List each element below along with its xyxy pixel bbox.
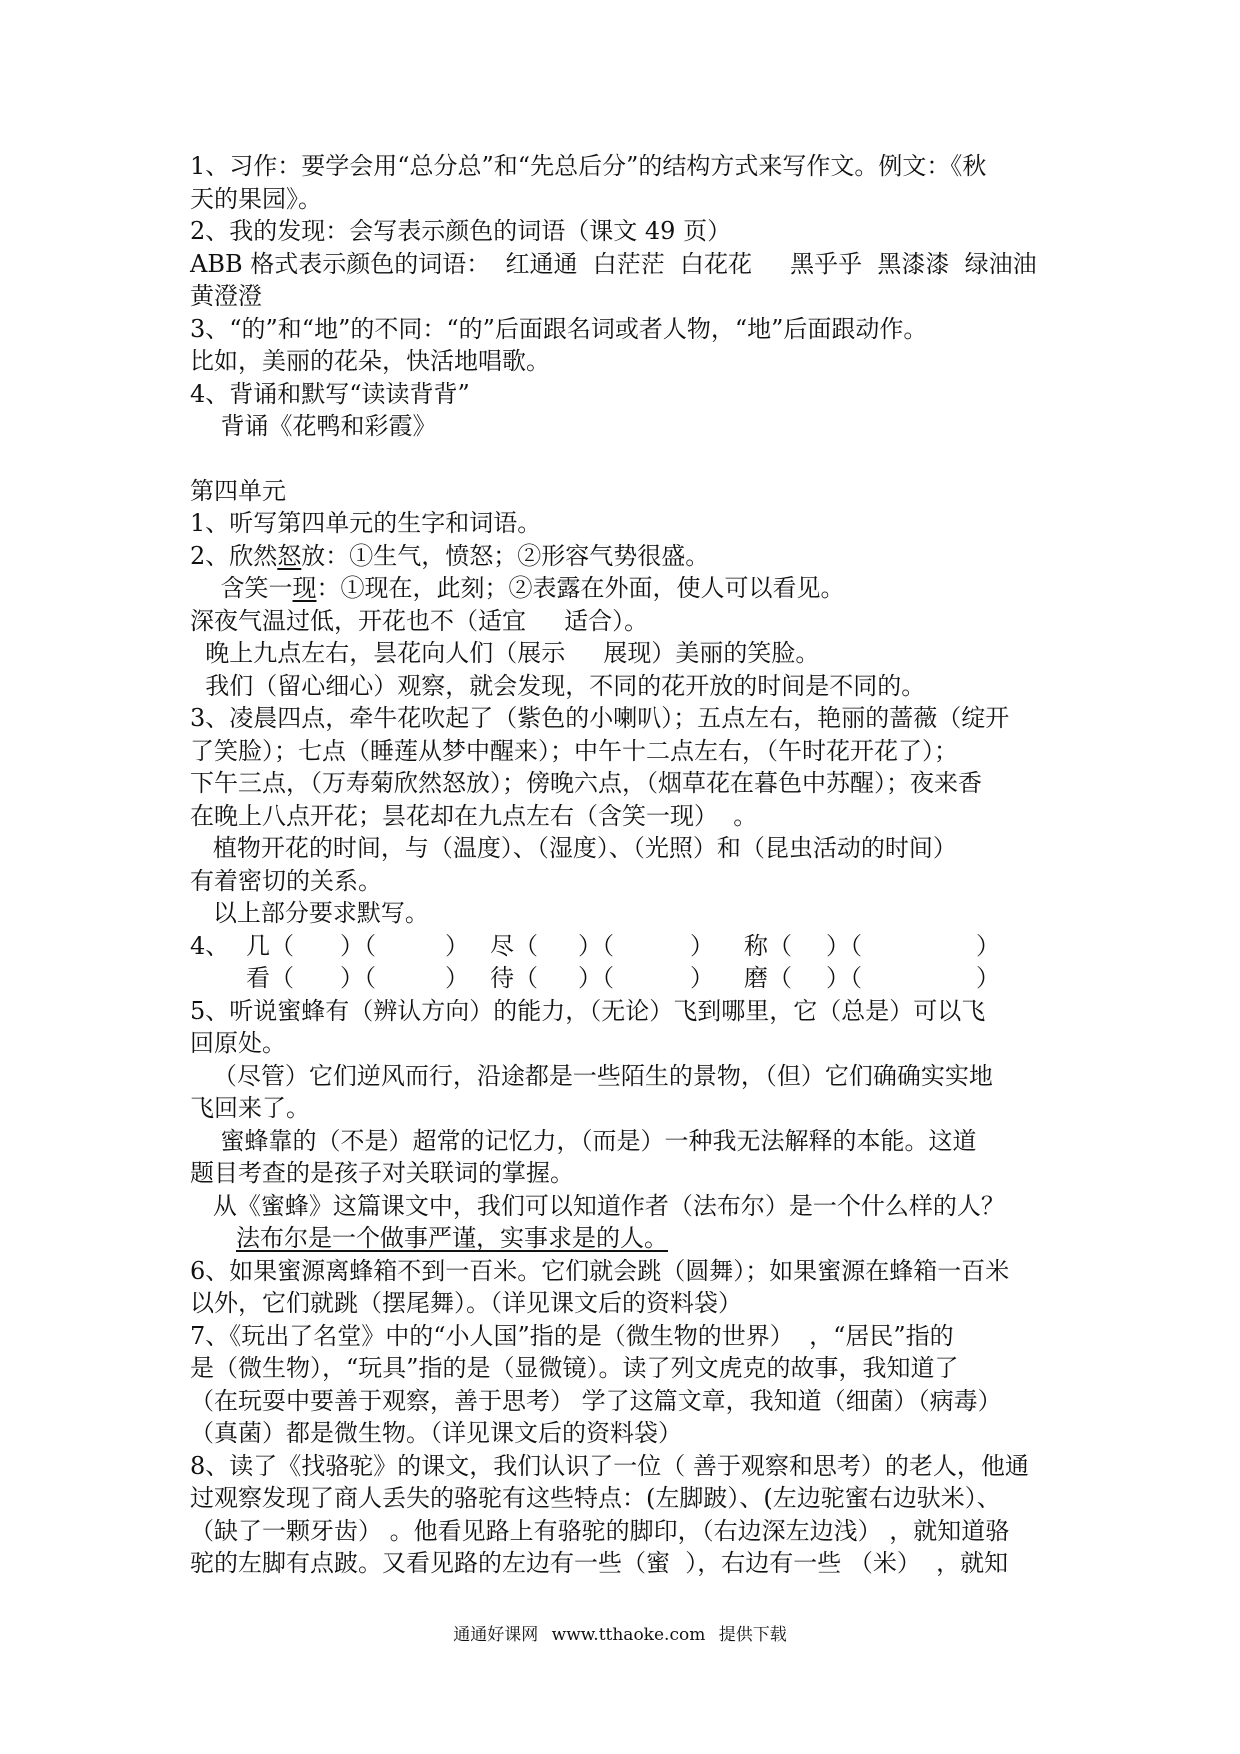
blank-paren: ）（ <box>340 964 376 992</box>
blank-paren: ）（ <box>578 964 614 992</box>
blank-paren: ） <box>976 931 1000 960</box>
blank-char: 称（ <box>744 931 792 960</box>
blank-paren: ）（ <box>826 931 862 960</box>
section-title: 第四单元 <box>190 476 286 505</box>
text-line: （在玩耍中要善于观察，善于思考） 学了这篇文章，我知道（细菌）（病毒） <box>190 1386 1002 1415</box>
underlined-char: 怒 <box>277 541 302 570</box>
item-number <box>190 962 246 995</box>
section-gap <box>190 443 1070 475</box>
text-line <box>190 572 1070 605</box>
text-line: 题目考查的是孩子对关联词的掌握。 <box>190 1159 574 1187</box>
text-segment: 放：①生气，愤怒；②形容气势很盛。 <box>301 541 710 570</box>
text-line: 深夜气温过低，开花也不（适宜 适合）。 <box>190 606 649 635</box>
text-line: 7、《玩出了名堂》中的“小人国”指的是（微生物的世界） ，“居民”指的 <box>190 1321 954 1350</box>
document-body <box>190 150 1070 1580</box>
fill-blank-row <box>190 930 1070 963</box>
text-line: 飞回来了。 <box>190 1094 310 1122</box>
text-line: 3、“的”和“地”的不同：“的”后面跟名词或者人物，“地”后面跟动作。 <box>190 314 928 343</box>
blank-paren: ） <box>445 931 469 960</box>
text-line: 下午三点，（万寿菊欣然怒放）；傍晚六点，（烟草花在暮色中苏醒）；夜来香 <box>190 769 982 797</box>
footer-site-name: 通通好课网 <box>453 1625 539 1645</box>
blank-char: 尽（ <box>490 931 538 960</box>
page-footer <box>0 1620 1240 1645</box>
text-line: 天的果园》。 <box>190 184 322 213</box>
text-line: 是（微生物），“玩具”指的是（显微镜）。读了列文虎克的故事，我知道了 <box>190 1354 959 1382</box>
text-line: 1、习作：要学会用“总分总”和“先总后分”的结构方式来写作文。例文：《秋 <box>190 152 987 180</box>
text-line <box>190 1222 1070 1255</box>
text-line <box>190 540 1070 573</box>
text-line: 8、读了《找骆驼》的课文，我们认识了一位（ 善于观察和思考）的老人，他通 <box>190 1451 1029 1480</box>
blank-paren: ）（ <box>578 931 614 960</box>
blank-paren: ）（ <box>340 931 376 960</box>
blank-char: 待（ <box>490 964 538 992</box>
text-line: 以上部分要求默写。 <box>190 899 429 927</box>
underlined-answer: 法布尔是一个做事严谨，实事求是的人。 <box>236 1224 668 1252</box>
text-segment: 含笑一 <box>190 574 293 602</box>
blank-paren: ） <box>445 964 469 992</box>
text-line: 从《蜜蜂》这篇课文中，我们可以知道作者（法布尔）是一个什么样的人？ <box>190 1191 1005 1220</box>
text-line: 驼的左脚有点跛。又看见路的左边有一些（蜜 ），右边有一些 （米） ，就知 <box>190 1549 1009 1577</box>
text-line: （缺了一颗牙齿） 。他看见路上有骆驼的脚印，（右边深左边浅） ，就知道骆 <box>190 1516 1010 1545</box>
text-line: 4、背诵和默写“读读背背” <box>190 379 470 408</box>
text-line: 有着密切的关系。 <box>190 866 382 895</box>
text-line: 过观察发现了商人丢失的骆驼有这些特点：(左脚跛）、(左边驼蜜右边驮米）、 <box>190 1484 1001 1512</box>
text-line: 比如，美丽的花朵，快活地唱歌。 <box>190 347 550 375</box>
text-line: 背诵《花鸭和彩霞》 <box>190 412 437 440</box>
text-line: 晚上九点左右，昙花向人们（展示 展现）美丽的笑脸。 <box>190 639 820 667</box>
text-line: 在晚上八点开花；昙花却在九点左右（含笑一现） 。 <box>190 801 758 830</box>
text-segment: ：①现在，此刻；②表露在外面，使人可以看见。 <box>316 574 845 602</box>
text-line: 2、我的发现：会写表示颜色的词语（课文 49 页） <box>190 217 732 245</box>
text-line: 黄澄澄 <box>190 282 262 310</box>
fill-blank-row <box>190 962 1070 995</box>
footer-note: 提供下载 <box>718 1625 787 1645</box>
item-number: 4、 <box>190 931 230 960</box>
text-line: 5、听说蜜蜂有（辨认方向）的能力，（无论）飞到哪里，它（总是）可以飞 <box>190 996 986 1025</box>
text-line: ABB 格式表示颜色的词语： 红通通 白茫茫 白花花 黑乎乎 黑漆漆 绿油油 <box>190 249 1037 278</box>
footer-url: www.tthaoke.com <box>551 1625 706 1645</box>
text-line: 6、如果蜜源离蜂箱不到一百米。它们就会跳（圆舞）；如果蜜源在蜂箱一百米 <box>190 1256 1010 1285</box>
blank-paren: ） <box>690 964 714 992</box>
text-line: （真菌）都是微生物。（详见课文后的资料袋） <box>190 1419 682 1447</box>
text-line: 以外，它们就跳（摆尾舞）。（详见课文后的资料袋） <box>190 1289 742 1317</box>
blank-char: 磨（ <box>744 964 792 992</box>
text-line: 了笑脸）；七点（睡莲从梦中醒来）；中午十二点左右，（午时花开花了）； <box>190 736 958 765</box>
text-line: 回原处。 <box>190 1029 286 1057</box>
text-segment: 2、欣然 <box>190 541 278 570</box>
text-line: 蜜蜂靠的（不是）超常的记忆力，（而是）一种我无法解释的本能。这道 <box>190 1126 977 1155</box>
text-line: 植物开花的时间，与（温度）、（湿度）、（光照）和（昆虫活动的时间） <box>190 834 957 862</box>
blank-paren: ）（ <box>826 964 862 992</box>
blank-paren: ） <box>976 964 1000 992</box>
text-line: 1、听写第四单元的生字和词语。 <box>190 509 542 537</box>
blank-char: 看（ <box>246 964 294 992</box>
text-line: 3、凌晨四点，牵牛花吹起了（紫色的小喇叭）；五点左右，艳丽的蔷薇（绽开 <box>190 704 1010 732</box>
text-line: （尽管）它们逆风而行，沿途都是一些陌生的景物，（但）它们确确实实地 <box>190 1061 993 1090</box>
blank-paren: ） <box>690 931 714 960</box>
blank-char: 几（ <box>246 931 294 960</box>
text-line: 我们（留心细心）观察，就会发现，不同的花开放的时间是不同的。 <box>190 671 926 700</box>
underlined-char: 现 <box>292 574 317 602</box>
